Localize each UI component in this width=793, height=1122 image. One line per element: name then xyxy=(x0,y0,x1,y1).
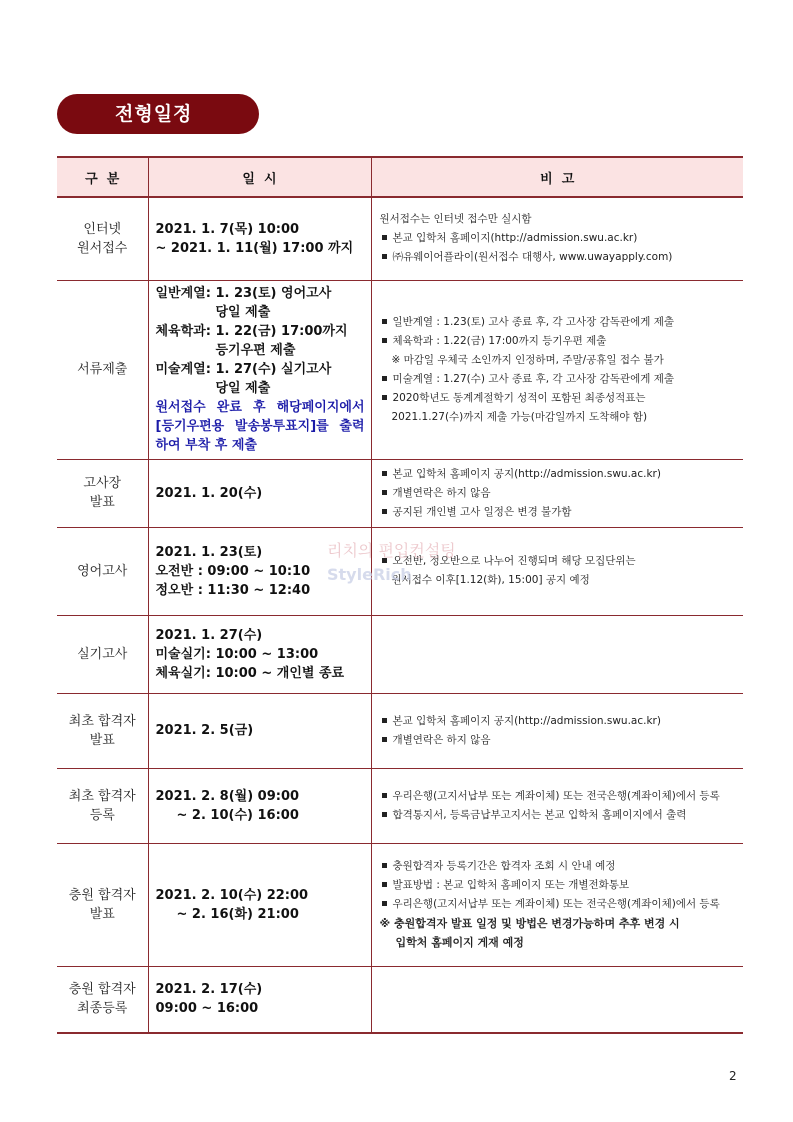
note-notice: 입학처 홈페이지 게재 예정 xyxy=(395,936,524,949)
header-remarks: 비 고 xyxy=(371,157,743,197)
date-line: 2021. 1. 20(수) xyxy=(155,485,263,501)
watermark-line2: StyleRich xyxy=(327,565,412,584)
category-line: 발표 xyxy=(89,906,115,922)
date-line: 미술계열: 1. 27(수) 실기고사 xyxy=(155,362,332,377)
note-cell xyxy=(371,966,743,1033)
square-bullet-icon xyxy=(382,376,387,381)
date-line: 미술실기: 10:00 ~ 13:00 xyxy=(155,646,319,662)
date-cell xyxy=(148,966,371,1033)
note-bullet xyxy=(380,389,738,408)
table-row xyxy=(57,459,743,527)
category-line: 등록 xyxy=(89,807,115,823)
date-cell xyxy=(148,197,371,280)
date-line: ~ 2. 16(화) 21:00 xyxy=(176,906,299,922)
note-text: 발표방법 : 본교 입학처 홈페이지 또는 개별전화통보 xyxy=(392,879,630,891)
date-line: 2021. 1. 23(토) xyxy=(155,544,263,560)
date-cell xyxy=(148,768,371,843)
note-bullet xyxy=(380,731,738,750)
note-notice: ※ 충원합격자 발표 일정 및 방법은 변경가능하며 추후 변경 시 xyxy=(379,917,680,930)
table-row xyxy=(57,693,743,768)
note-text: 충원합격자 등록기간은 합격자 조회 시 안내 예정 xyxy=(392,860,616,872)
header-category: 구 분 xyxy=(57,157,148,197)
table-row xyxy=(57,197,743,280)
square-bullet-icon xyxy=(382,235,387,240)
category-line: 고사장 xyxy=(83,476,122,491)
note-bullet xyxy=(380,503,738,522)
category-line: 충원 합격자 xyxy=(68,887,136,903)
date-cell xyxy=(148,280,371,459)
table-row xyxy=(57,768,743,843)
note-text: 본교 입학처 홈페이지(http://admission.swu.ac.kr) xyxy=(392,232,638,245)
note-text: 공지된 개인별 고사 일정은 변경 불가함 xyxy=(392,505,572,518)
date-notice: [등기우편용 발송봉투표지]를 출력 xyxy=(155,419,365,434)
note-cell xyxy=(371,459,743,527)
date-line: ~ 2021. 1. 11(월) 17:00 까지 xyxy=(155,240,354,256)
note-text: 본교 입학처 홈페이지 공지(http://admission.swu.ac.kr) xyxy=(392,714,661,727)
note-text: 개별연락은 하지 않음 xyxy=(392,733,491,746)
date-line: 오전반 : 09:00 ~ 10:10 xyxy=(155,563,311,579)
date-line: 2021. 2. 5(금) xyxy=(155,723,254,738)
table-header-row xyxy=(57,157,743,197)
square-bullet-icon xyxy=(382,901,387,906)
category-line: 최초 합격자 xyxy=(68,713,136,729)
category-cell xyxy=(57,843,148,966)
category-line: 영어고사 xyxy=(77,563,128,579)
note-cell xyxy=(371,197,743,280)
square-bullet-icon xyxy=(382,338,387,343)
note-text: 2020학년도 동계계절학기 성적이 포함된 최종성적표는 xyxy=(392,391,646,404)
table-row xyxy=(57,280,743,459)
note-text: 원서접수 이후[1.12(화), 15:00] 공지 예정 xyxy=(391,574,590,586)
square-bullet-icon xyxy=(382,490,387,495)
category-line: 발표 xyxy=(89,495,115,510)
square-bullet-icon xyxy=(382,509,387,514)
note-text: 오전반, 정오반으로 나누어 진행되며 해당 모집단위는 xyxy=(392,555,636,567)
category-line: 최종등록 xyxy=(77,1001,128,1017)
category-cell xyxy=(57,527,148,615)
date-line: 체육학과: 1. 22(금) 17:00까지 xyxy=(155,324,348,339)
schedule-table xyxy=(57,156,743,1034)
note-cell xyxy=(371,693,743,768)
note-bullet xyxy=(380,806,738,825)
category-line: 실기고사 xyxy=(77,646,128,662)
note-cell xyxy=(371,768,743,843)
category-line: 발표 xyxy=(89,732,115,748)
category-line: 충원 합격자 xyxy=(68,982,136,998)
square-bullet-icon xyxy=(382,793,387,798)
category-cell xyxy=(57,197,148,280)
note-bullet xyxy=(380,370,738,389)
date-line: 2021. 2. 8(월) 09:00 xyxy=(155,788,300,804)
date-cell xyxy=(148,459,371,527)
square-bullet-icon xyxy=(382,882,387,887)
watermark-line1: 리치의 편입컨설팅 xyxy=(327,541,456,560)
note-cell xyxy=(371,527,743,615)
note-text: 2021.1.27(수)까지 제출 가능(마감일까지 도착해야 함) xyxy=(391,410,648,423)
square-bullet-icon xyxy=(382,319,387,324)
square-bullet-icon xyxy=(382,737,387,742)
date-line: 2021. 2. 10(수) 22:00 xyxy=(155,887,309,903)
square-bullet-icon xyxy=(382,395,387,400)
note-cell xyxy=(371,843,743,966)
note-bullet xyxy=(380,248,738,267)
note-text: 본교 입학처 홈페이지 공지(http://admission.swu.ac.kr) xyxy=(392,467,661,480)
square-bullet-icon xyxy=(382,558,387,563)
note-bullet xyxy=(380,229,738,248)
note-text: ※ 마감일 우체국 소인까지 인정하며, 주말/공휴일 접수 불가 xyxy=(391,353,664,366)
date-line: 2021. 1. 27(수) xyxy=(155,627,263,643)
date-notice: 원서접수 완료 후 해당페이지에서 xyxy=(155,400,365,415)
date-line: 정오반 : 11:30 ~ 12:40 xyxy=(155,582,311,598)
date-line: 일반계열: 1. 23(토) 영어고사 xyxy=(155,286,332,301)
note-text: 일반계열 : 1.23(토) 고사 종료 후, 각 고사장 감독관에게 제출 xyxy=(392,315,674,328)
table-row xyxy=(57,527,743,615)
date-line: 2021. 1. 7(목) 10:00 xyxy=(155,221,300,237)
note-text: 원서접수는 인터넷 접수만 실시함 xyxy=(379,213,532,226)
note-text: 개별연락은 하지 않음 xyxy=(392,486,491,499)
square-bullet-icon xyxy=(382,471,387,476)
date-cell xyxy=(148,693,371,768)
note-bullet xyxy=(380,787,738,806)
date-line: 09:00 ~ 16:00 xyxy=(155,1001,259,1017)
category-cell xyxy=(57,615,148,693)
note-text: 미술계열 : 1.27(수) 고사 종료 후, 각 고사장 감독관에게 제출 xyxy=(392,372,674,385)
table-row xyxy=(57,615,743,693)
note-bullet xyxy=(380,552,738,571)
category-line: 최초 합격자 xyxy=(68,788,136,804)
date-line: ~ 2. 10(수) 16:00 xyxy=(176,807,299,823)
section-title: 전형일정 xyxy=(57,94,259,134)
note-bullet xyxy=(380,876,738,895)
category-line: 서류제출 xyxy=(77,362,128,377)
date-notice: 하여 부착 후 제출 xyxy=(155,438,257,453)
date-cell xyxy=(148,527,371,615)
note-cell xyxy=(371,615,743,693)
square-bullet-icon xyxy=(382,863,387,868)
category-cell xyxy=(57,768,148,843)
square-bullet-icon xyxy=(382,812,387,817)
table-row xyxy=(57,843,743,966)
note-bullet xyxy=(380,857,738,876)
note-text: 합격통지서, 등록금납부고지서는 본교 입학처 홈페이지에서 출력 xyxy=(392,808,687,821)
date-line: 당일 제출 xyxy=(215,305,271,320)
note-bullet xyxy=(380,313,738,332)
note-text: 우리은행(고지서납부 또는 계좌이체) 또는 전국은행(계좌이체)에서 등록 xyxy=(392,898,720,910)
date-line: 체육실기: 10:00 ~ 개인별 종료 xyxy=(155,665,345,681)
date-line: 당일 제출 xyxy=(215,381,271,396)
square-bullet-icon xyxy=(382,254,387,259)
category-cell xyxy=(57,966,148,1033)
page-number: 2 xyxy=(729,1069,737,1083)
note-bullet xyxy=(380,332,738,351)
date-line: 2021. 2. 17(수) xyxy=(155,982,263,998)
square-bullet-icon xyxy=(382,718,387,723)
category-line: 인터넷 xyxy=(83,221,122,237)
date-line: 등기우편 제출 xyxy=(215,343,296,358)
note-bullet xyxy=(380,465,738,484)
note-text: 우리은행(고지서납부 또는 계좌이체) 또는 전국은행(계좌이체)에서 등록 xyxy=(392,789,720,802)
note-bullet xyxy=(380,484,738,503)
table-row xyxy=(57,966,743,1033)
note-cell xyxy=(371,280,743,459)
category-line: 원서접수 xyxy=(77,240,128,256)
date-cell xyxy=(148,843,371,966)
date-cell xyxy=(148,615,371,693)
note-bullet xyxy=(380,895,738,914)
note-text: ㈜유웨이어플라이(원서접수 대행사, www.uwayapply.com) xyxy=(392,251,673,264)
header-datetime: 일 시 xyxy=(148,157,371,197)
category-cell xyxy=(57,693,148,768)
category-cell xyxy=(57,280,148,459)
note-bullet xyxy=(380,712,738,731)
category-cell xyxy=(57,459,148,527)
note-text: 체육학과 : 1.22(금) 17:00까지 등기우편 제출 xyxy=(392,334,607,347)
